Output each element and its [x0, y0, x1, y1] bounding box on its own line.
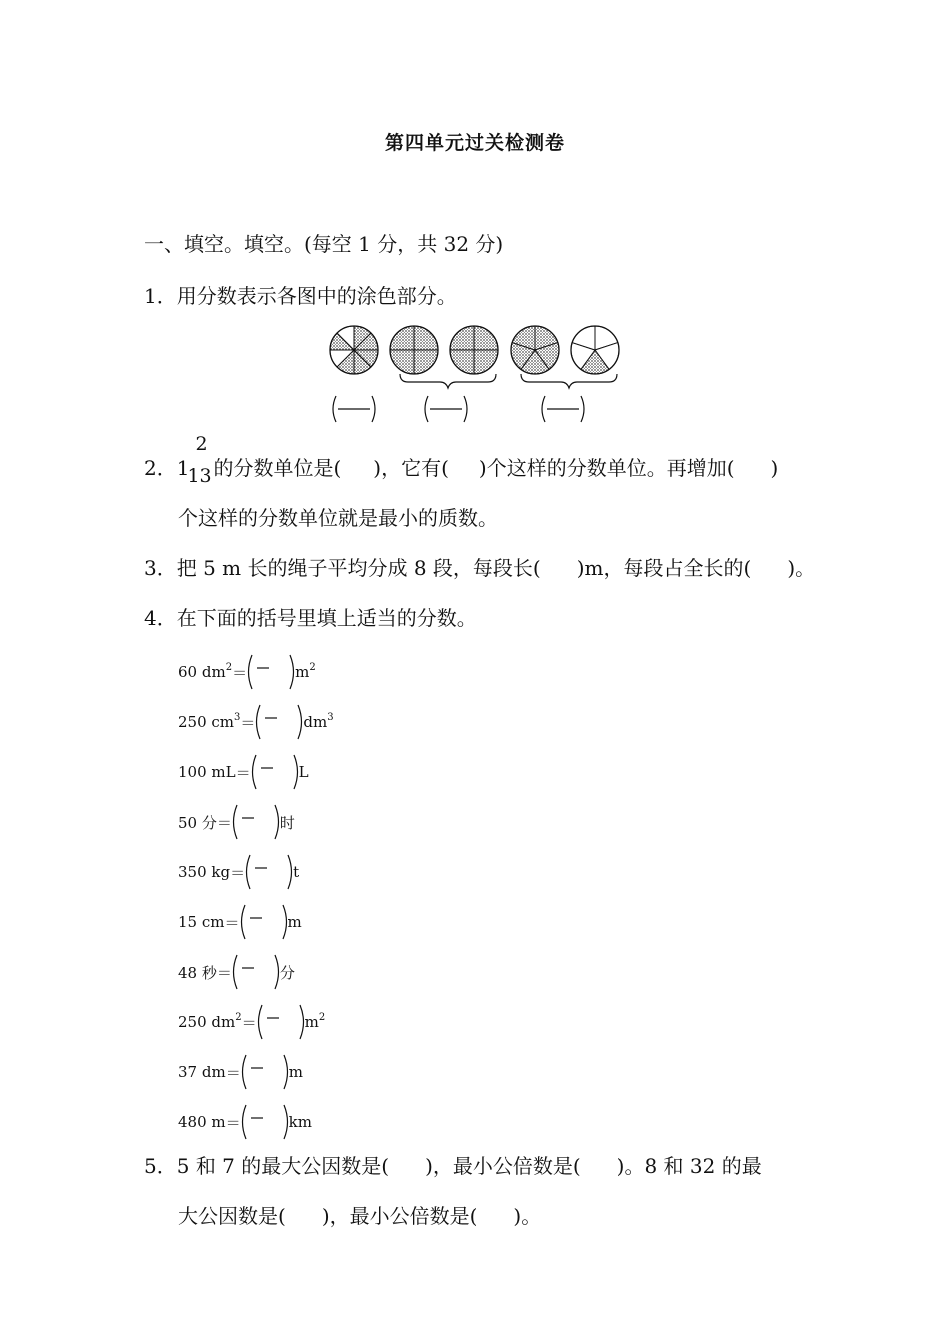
- q2-text-d: ): [770, 456, 779, 480]
- equals-sign: ＝: [224, 913, 240, 932]
- conversion-item: [178, 850, 299, 894]
- fraction-numerator: 2: [195, 433, 208, 455]
- conversion-left: 37 dm: [178, 1063, 226, 1081]
- question-number: 2．: [144, 456, 177, 480]
- conversion-unit: $m^2$: [295, 662, 316, 681]
- superscript: 2: [318, 1012, 326, 1023]
- superscript: 2: [309, 662, 316, 673]
- question-text: 用分数表示各图中的涂色部分。: [176, 284, 457, 308]
- question-1: [144, 280, 457, 309]
- question-text: 在下面的括号里填上适当的分数。: [176, 606, 477, 630]
- superscript: 2: [235, 1012, 242, 1023]
- section-heading: 一、填空。填空。(每空 1 分，共 32 分): [144, 232, 504, 256]
- superscript: 3: [327, 712, 334, 723]
- conversion-unit: $dm^3$: [303, 712, 334, 731]
- equals-sign: ＝: [232, 663, 248, 682]
- q5-text-b: )，最小公倍数是(: [425, 1154, 581, 1178]
- equals-sign: ＝: [235, 763, 251, 782]
- question-2: [144, 433, 779, 487]
- question-number: 1．: [144, 284, 177, 308]
- fraction-answer-blank[interactable]: [245, 851, 293, 893]
- fraction-answer-blank[interactable]: [232, 951, 280, 993]
- q5-text-a: 5 和 7 的最大公因数是(: [176, 1154, 390, 1178]
- equals-sign: ＝: [241, 1013, 257, 1032]
- fraction-answer-blank[interactable]: [247, 651, 295, 693]
- conversion-left: 50 分: [178, 813, 217, 832]
- equals-sign: ＝: [216, 963, 232, 982]
- page-title: 第四单元过关检测卷: [384, 132, 565, 154]
- conversion-unit: 时: [279, 813, 295, 832]
- conversion-unit: m: [287, 913, 302, 931]
- equals-sign: ＝: [225, 1063, 241, 1082]
- conversion-item: [178, 1000, 325, 1044]
- conversion-item: [178, 1050, 303, 1094]
- q5-text-c: )。8 和 32 的最: [616, 1154, 762, 1178]
- pie-figure-1: [330, 326, 378, 374]
- fraction-answer-blank[interactable]: [240, 901, 288, 943]
- conversion-item: [178, 650, 316, 694]
- q5-text-f: )。: [513, 1204, 542, 1228]
- conversion-left: 250 $cm^3$: [178, 712, 241, 731]
- question-number: 4．: [144, 606, 177, 630]
- equals-sign: ＝: [225, 1113, 241, 1132]
- pie-figure-5: [571, 326, 619, 374]
- conversion-unit: t: [293, 863, 300, 881]
- fraction: [187, 433, 213, 487]
- question-number: 5．: [144, 1154, 177, 1178]
- pie-figure-4: [511, 326, 559, 374]
- conversion-item: [178, 800, 295, 844]
- conversion-unit: m: [288, 1063, 303, 1081]
- conversion-left: 60 $dm^2$: [178, 662, 233, 681]
- conversion-item: [178, 900, 302, 944]
- q2-text-a: 的分数单位是(: [213, 456, 342, 480]
- question-3: [144, 552, 815, 581]
- mixed-whole: 1: [176, 456, 190, 480]
- conversion-item: [178, 750, 309, 794]
- equals-sign: ＝: [216, 813, 232, 832]
- q3-text-c: )。: [787, 556, 816, 580]
- q2-text-b: )，它有(: [373, 456, 449, 480]
- brace-left: [400, 374, 496, 388]
- fraction-denominator: 13: [187, 465, 212, 487]
- question-4: [144, 602, 477, 631]
- conversion-item: [178, 1100, 312, 1144]
- brace-right: [521, 374, 617, 388]
- pie-figure-2: [390, 326, 438, 374]
- fraction-answer-blank[interactable]: [241, 1051, 289, 1093]
- conversion-unit: km: [288, 1113, 312, 1131]
- fraction-answer-blank[interactable]: [251, 751, 299, 793]
- q5-text-e: )，最小公倍数是(: [321, 1204, 478, 1228]
- conversion-unit: 分: [279, 963, 295, 982]
- pie-figures: [300, 318, 660, 430]
- conversion-left: 480 m: [178, 1113, 226, 1131]
- equals-sign: ＝: [240, 713, 256, 732]
- superscript: 2: [225, 662, 233, 673]
- question-2-line2: 个这样的分数单位就是最小的质数。: [178, 506, 498, 530]
- fraction-answer-blank[interactable]: [257, 1001, 305, 1043]
- conversion-unit: $m^2$: [304, 1012, 326, 1031]
- q5-text-d: 大公因数是(: [178, 1204, 286, 1228]
- fraction-answer-blank[interactable]: [232, 801, 280, 843]
- answer-bracket-2: [425, 396, 467, 422]
- conversion-unit: L: [298, 763, 309, 781]
- superscript: 3: [234, 712, 241, 723]
- q3-text-a: 3．把 5 m 长的绳子平均分成 8 段，每段长(: [144, 556, 541, 580]
- conversion-item: [178, 950, 295, 994]
- conversion-left: 48 秒: [178, 963, 217, 982]
- question-5: [144, 1150, 762, 1179]
- pie-figure-3: [450, 326, 498, 374]
- fraction-answer-blank[interactable]: [241, 1101, 289, 1143]
- equals-sign: ＝: [230, 863, 246, 882]
- question-5-line2: [178, 1200, 541, 1229]
- conversion-left: 350 kg: [178, 863, 231, 881]
- answer-bracket-3: [542, 396, 584, 422]
- conversion-left: 250 $dm^2$: [178, 1012, 242, 1031]
- q3-text-b: )m，每段占全长的(: [576, 556, 752, 580]
- conversion-left: 15 cm: [178, 913, 225, 931]
- answer-bracket-1: [333, 396, 375, 422]
- conversion-item: [178, 700, 334, 744]
- q2-text-c: )个这样的分数单位。再增加(: [478, 456, 735, 480]
- fraction-answer-blank[interactable]: [255, 701, 303, 743]
- conversion-left: 100 mL: [178, 763, 236, 781]
